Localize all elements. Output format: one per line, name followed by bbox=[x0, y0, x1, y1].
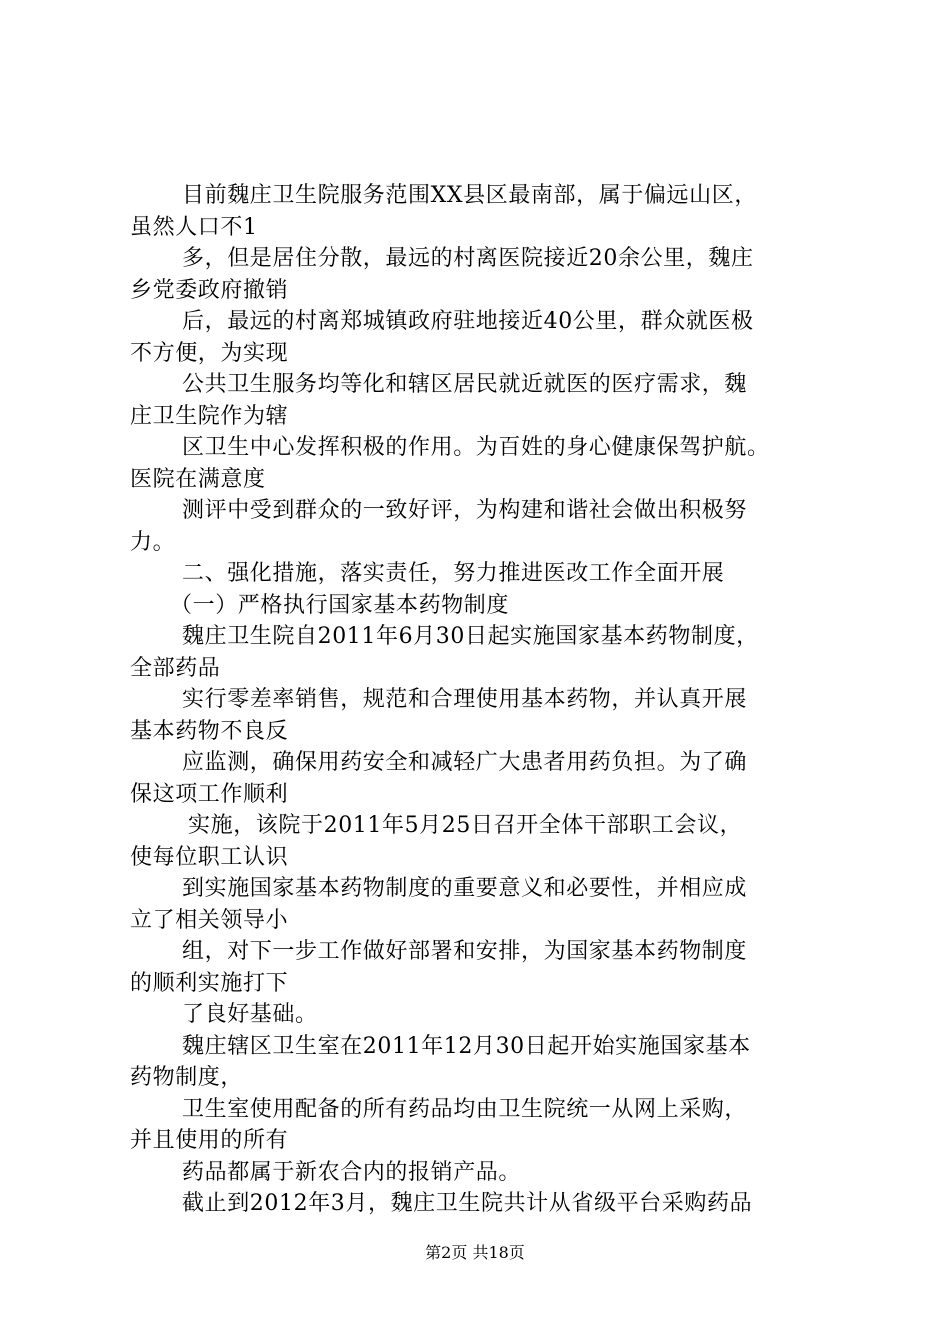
text-line: 到实施国家基本药物制度的重要意义和必要性，并相应成 bbox=[182, 876, 748, 901]
page-footer bbox=[0, 1243, 950, 1263]
text-line: 实施，该院于2011年5月25日召开全体干部职工会议， bbox=[188, 813, 743, 838]
text-line: 药物制度， bbox=[130, 1065, 244, 1090]
text-line: 后，最远的村离郑城镇政府驻地接近40公里，群众就医极 bbox=[182, 309, 754, 334]
text-line: 立了相关领导小 bbox=[130, 907, 289, 933]
page-number: 第2页 共18页 bbox=[425, 1243, 525, 1262]
section-heading: 二、强化措施，落实责任，努力推进医改工作全面开展 bbox=[182, 561, 725, 586]
text-line: 截止到2012年3月，魏庄卫生院共计从省级平台采购药品 bbox=[182, 1191, 753, 1216]
text-line: 基本药物不良反 bbox=[130, 718, 289, 744]
text-line: 医院在满意度 bbox=[130, 466, 266, 492]
text-line: 虽然人口不1 bbox=[130, 214, 258, 240]
text-line: 多，但是居住分散，最远的村离医院接近20余公里，魏庄 bbox=[182, 246, 754, 271]
subsection-heading: （一）严格执行国家基本药物制度 bbox=[170, 592, 510, 618]
text-line: 目前魏庄卫生院服务范围XX县区最南部，属于偏远山区， bbox=[182, 183, 757, 208]
text-line: 了良好基础。 bbox=[182, 1002, 318, 1027]
text-line: 魏庄辖区卫生室在2011年12月30日起开始实施国家基本 bbox=[182, 1033, 751, 1059]
text-line: 组，对下一步工作做好部署和安排，为国家基本药物制度 bbox=[182, 939, 748, 964]
text-line: 区卫生中心发挥积极的作用。为百姓的身心健康保驾护航。 bbox=[182, 435, 770, 460]
text-line: 实行零差率销售，规范和合理使用基本药物，并认真开展 bbox=[182, 687, 748, 712]
text-line: 魏庄卫生院自2011年6月30日起实施国家基本药物制度， bbox=[182, 624, 759, 649]
text-line: 卫生室使用配备的所有药品均由卫生院统一从网上采购， bbox=[182, 1096, 748, 1122]
text-line: 公共卫生服务均等化和辖区居民就近就医的医疗需求，魏 bbox=[182, 372, 748, 397]
text-line: 药品都属于新农合内的报销产品。 bbox=[182, 1159, 522, 1185]
text-line: 保这项工作顺利 bbox=[130, 781, 289, 807]
text-line: 力。 bbox=[130, 529, 176, 555]
text-line: 使每位职工认识 bbox=[130, 844, 289, 870]
text-line: 应监测，确保用药安全和减轻广大患者用药负担。为了确 bbox=[182, 750, 748, 775]
text-line: 测评中受到群众的一致好评，为构建和谐社会做出积极努 bbox=[182, 498, 748, 523]
text-line: 的顺利实施打下 bbox=[130, 970, 289, 996]
text-line: 全部药品 bbox=[130, 655, 221, 681]
text-line: 庄卫生院作为辖 bbox=[130, 403, 289, 429]
text-line: 不方便，为实现 bbox=[130, 340, 289, 366]
text-line: 并且使用的所有 bbox=[130, 1128, 289, 1153]
document-body bbox=[130, 180, 850, 1220]
text-line: 乡党委政府撤销 bbox=[130, 277, 289, 303]
